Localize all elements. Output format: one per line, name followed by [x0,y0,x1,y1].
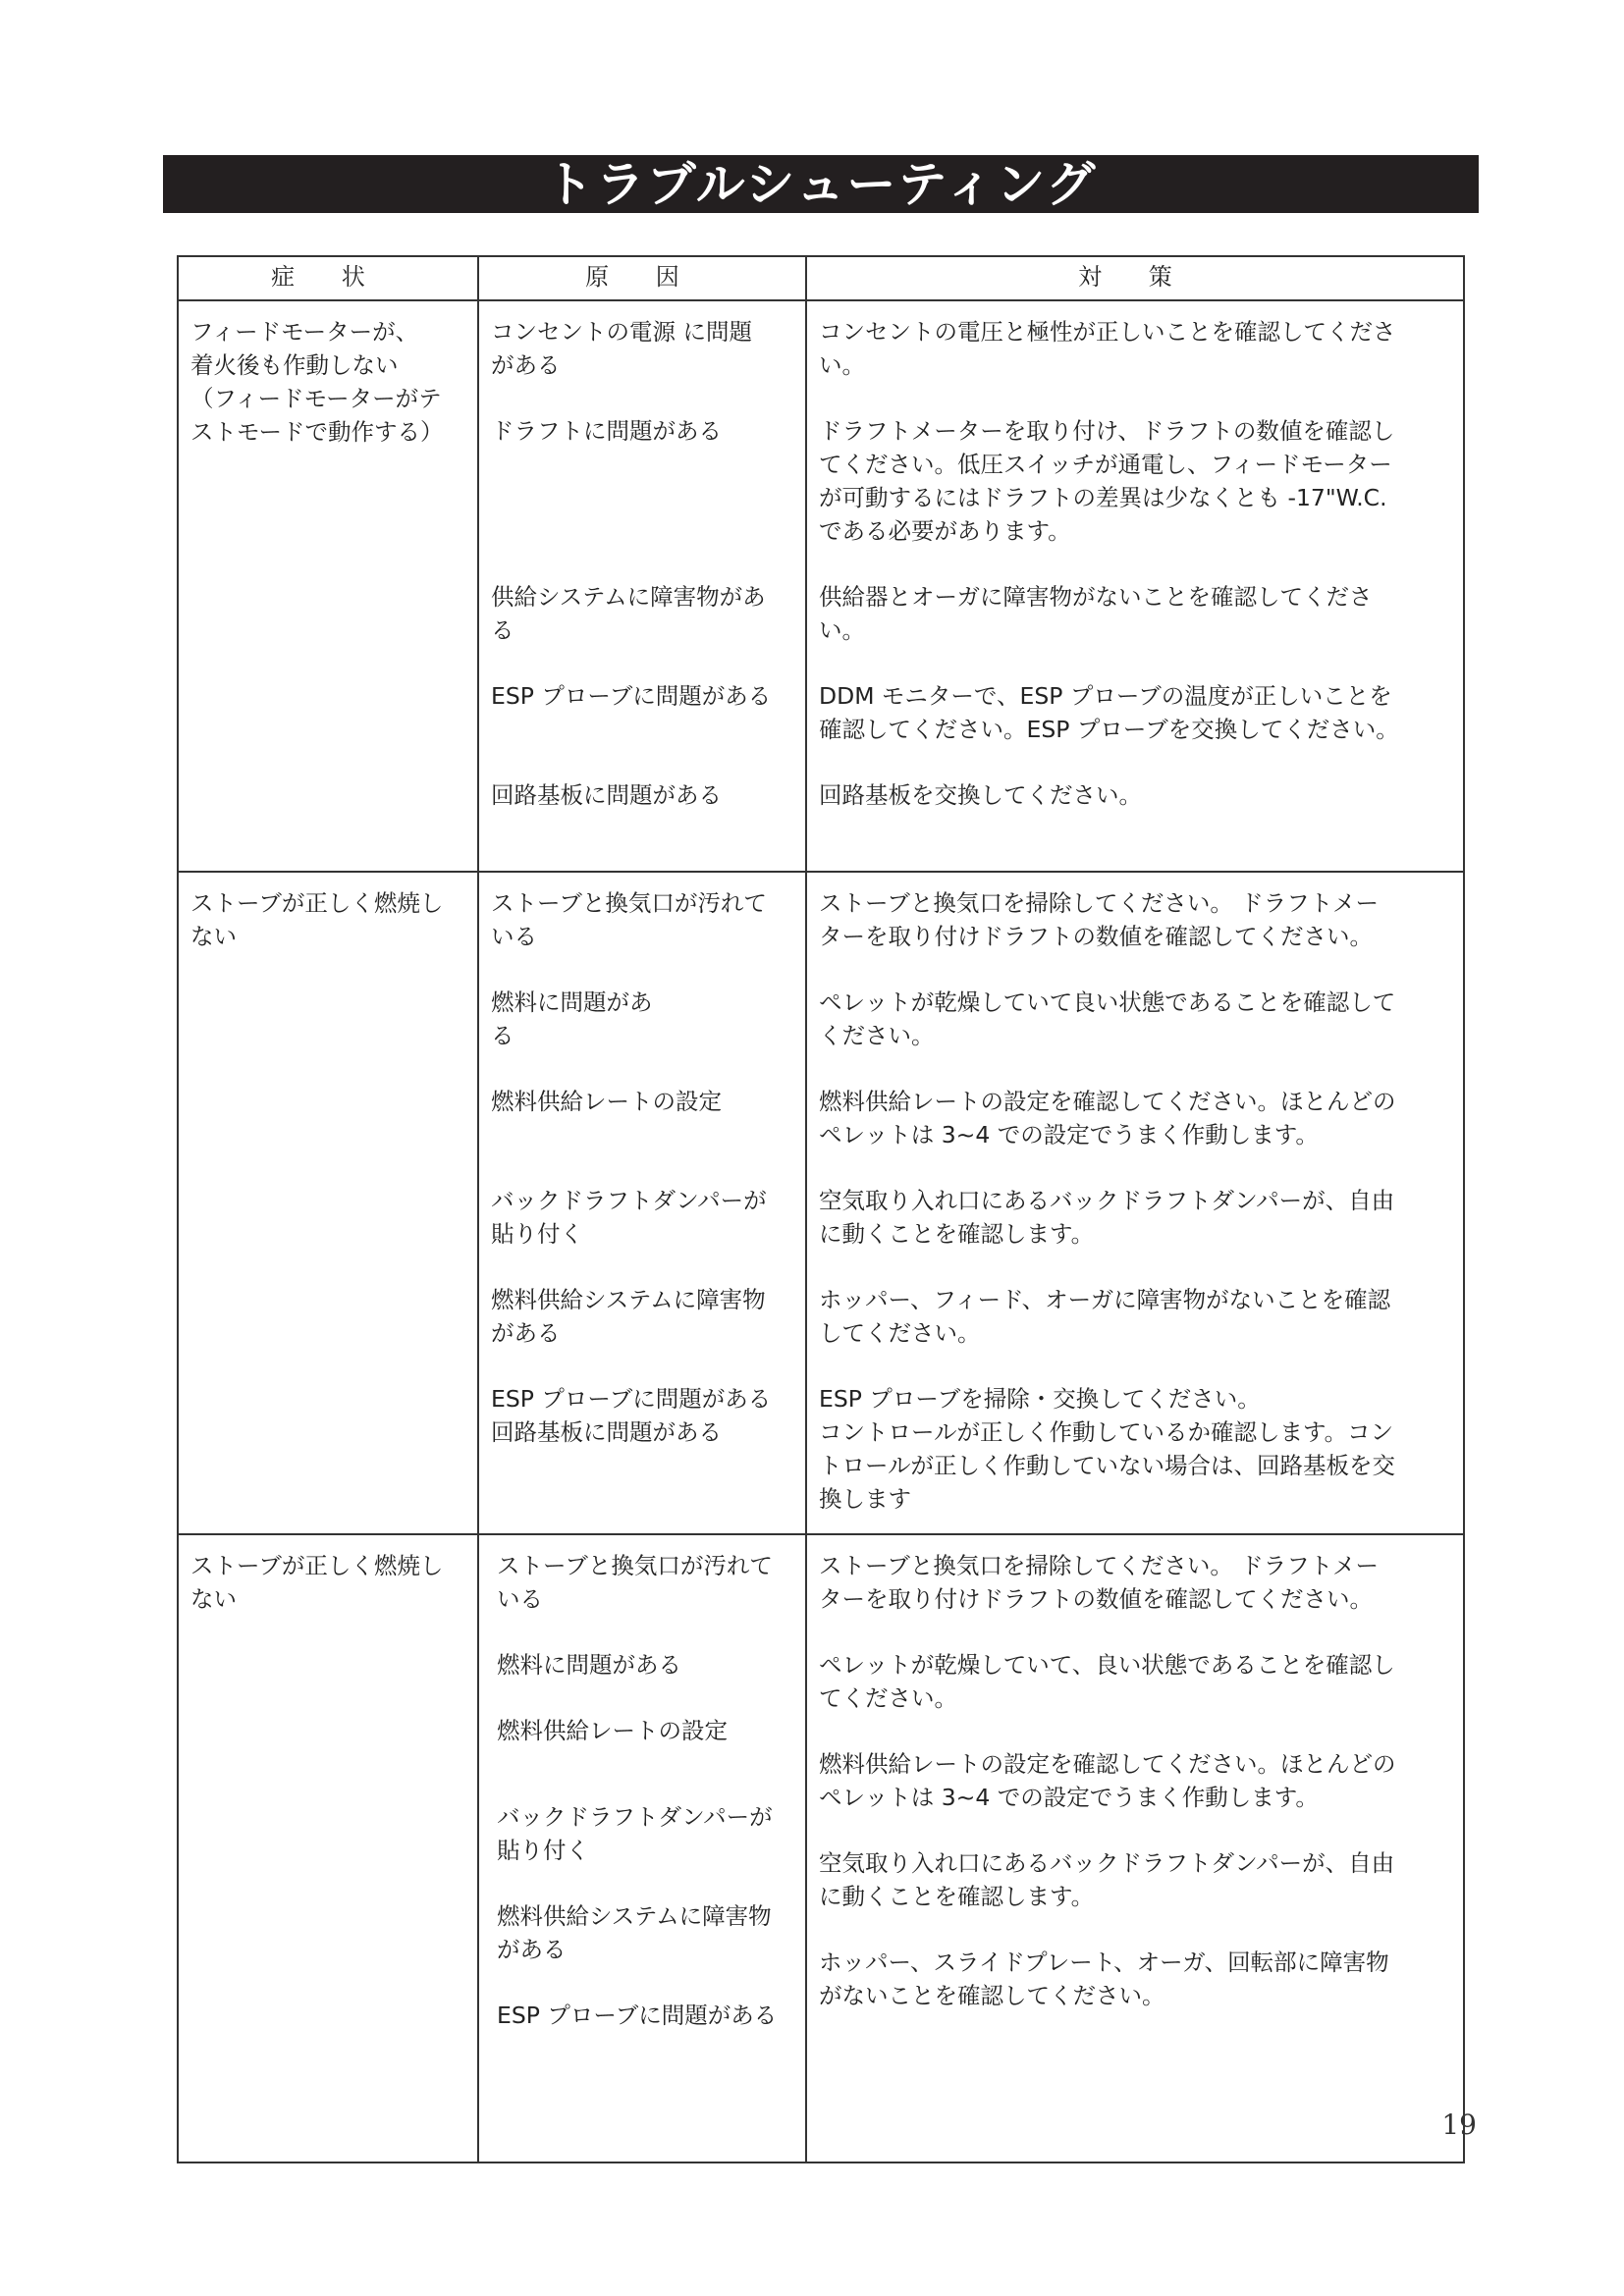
remedy-item: 燃料供給レートの設定を確認してください。ほとんどの ペレットは 3~4 での設定でうまく作動します。 [819,1088,1396,1148]
table-row [178,300,1464,872]
symptom-cell [178,300,478,872]
remedy-cell [806,1534,1464,2163]
cause-item: 燃料供給システムに障害物 がある [491,1286,766,1347]
cause-item: コンセントの電源 に問題 がある [491,318,752,379]
remedy-item: 空気取り入れ口にあるバックドラフトダンパーが、自由 に動くことを確認します。 [819,1187,1395,1248]
cause-item: ESP プローブに問題がある 回路基板に問題がある [491,1385,772,1446]
cause-item: ESP プローブに問題がある [497,2002,778,2029]
cause-item: ストーブと換気口が汚れて いる [491,889,767,950]
remedy-item: ペレットが乾燥していて良い状態であることを確認して ください。 [819,988,1396,1049]
cause-item: バックドラフトダンパーが 貼り付く [497,1803,773,1864]
symptom-cell [178,872,478,1534]
remedy-item: ストーブと換気口を掃除してください。 ドラフトメー ターを取り付けドラフトの数値を確認してください。 [819,1552,1380,1613]
remedy-item: 空気取り入れ口にあるバックドラフトダンパーが、自由 に動くことを確認します。 [819,1849,1395,1910]
cause-item: 燃料供給レートの設定 [497,1717,728,1744]
remedy-item: ストーブと換気口を掃除してください。 ドラフトメー ターを取り付けドラフトの数値を確認してください。 [819,889,1380,950]
troubleshooting-table [177,255,1465,2163]
remedy-item: ドラフトメーターを取り付け、ドラフトの数値を確認し てください。低圧スイッチが通電し、フィードモーター が可動するにはドラフトの差異は少なくとも -17"W.C. である必要があります。 [819,417,1395,545]
remedy-cell [806,872,1464,1534]
header-cause: 原 因 [478,256,806,300]
cause-item: 供給システムに障害物があ る [491,583,766,644]
remedy-item: ホッパー、フィード、オーガに障害物がないことを確認 してください。 [819,1286,1391,1347]
remedy-item: ペレットが乾燥していて、良い状態であることを確認し てください。 [819,1651,1395,1712]
table-row [178,1534,1464,2163]
symptom-text: フィードモーターが、 着火後も作動しない （フィードモーターがテ ストモードで動作する） [190,318,444,446]
remedy-item: ホッパー、スライドプレート、オーガ、回転部に障害物 がないことを確認してください。 [819,1949,1389,2009]
remedy-item: ESP プローブを掃除・交換してください。 コントロールが正しく作動しているか確認します。コン トロールが正しく作動していない場合は、回路基板を交 換します [819,1385,1396,1513]
page-number: 19 [1441,2109,1477,2141]
cause-item: ドラフトに問題がある [491,417,722,445]
header-symptom: 症 状 [178,256,478,300]
header-remedy: 対 策 [806,256,1464,300]
cause-item: 燃料に問題がある [497,1651,681,1679]
table-row [178,872,1464,1534]
cause-item: 燃料に問題があ る [491,988,653,1049]
remedy-item: 燃料供給レートの設定を確認してください。ほとんどの ペレットは 3~4 での設定でうまく作動します。 [819,1750,1396,1811]
cause-cell [478,1534,806,2163]
page-title: トラブルシューティング [544,155,1098,213]
cause-cell [478,872,806,1534]
remedy-item: 供給器とオーガに障害物がないことを確認してくださ い。 [819,583,1373,644]
symptom-text: ストーブが正しく燃焼し ない [190,889,444,950]
remedy-cell [806,300,1464,872]
cause-item: ESP プローブに問題がある [491,682,772,710]
symptom-text: ストーブが正しく燃焼し ない [190,1552,444,1613]
cause-item: 燃料供給レートの設定 [491,1088,722,1115]
remedy-item: コンセントの電圧と極性が正しいことを確認してくださ い。 [819,318,1396,379]
cause-item: ストーブと換気口が汚れて いる [497,1552,773,1613]
symptom-cell [178,1534,478,2163]
cause-item: 回路基板に問題がある [491,781,722,809]
cause-item: 燃料供給システムに障害物 がある [497,1902,772,1963]
cause-cell [478,300,806,872]
table-header-row [178,256,1464,300]
title-bar [163,155,1479,213]
remedy-item: 回路基板を交換してください。 [819,781,1142,809]
cause-item: バックドラフトダンパーが 貼り付く [491,1187,767,1248]
remedy-item: DDM モニターで、ESP プローブの温度が正しいことを 確認してください。ESP プローブを交換してください。 [819,682,1399,743]
